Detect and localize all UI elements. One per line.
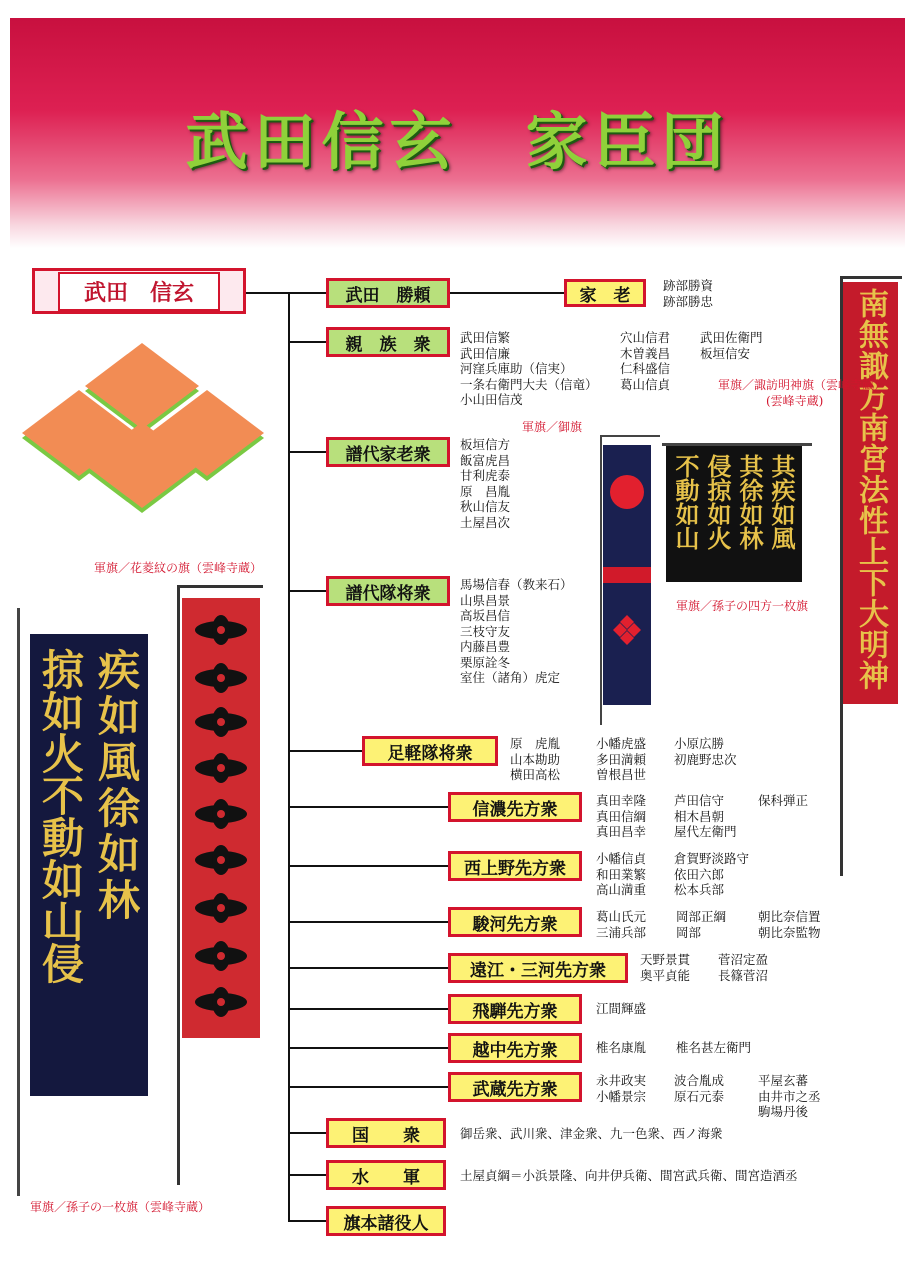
member-name: 三枝守友 [460, 623, 511, 639]
ashigaru-col2 [596, 736, 646, 783]
shinano-col3 [758, 793, 808, 809]
sonshi-flag [30, 634, 148, 1096]
member-name: 永井政実 [596, 1073, 647, 1088]
member-name: 内藤昌豊 [460, 639, 511, 654]
member-name: 葛山信貞 [620, 376, 671, 392]
member-name: 波合胤成 [674, 1073, 725, 1088]
connector [288, 1008, 448, 1010]
totomi-col1 [640, 952, 690, 983]
member-name: 小幡景宗 [596, 1088, 647, 1104]
member-name: 武田佐衛門 [700, 330, 763, 345]
group-totomi-mikawa: 遠江・三河先方衆 [448, 953, 628, 983]
member-name: 奥平貞能 [640, 967, 691, 983]
shiho-col: 其徐如林 [735, 454, 764, 550]
connector [288, 750, 362, 752]
member-name: 木曽義昌 [620, 345, 671, 361]
member-name: 真田信綱 [596, 808, 647, 824]
member-name: 原 昌胤 [460, 483, 511, 499]
flag-pole [177, 585, 263, 588]
red-crest-banner [182, 598, 260, 1038]
connector [288, 1174, 326, 1176]
suruga-col2 [676, 909, 726, 940]
tree-trunk [288, 292, 290, 1222]
page-title: 武田信玄 家臣団 [185, 105, 730, 178]
group-hida: 飛騨先方衆 [448, 994, 582, 1024]
caption-ichimai: 軍旗／孫子の一枚旗（雲峰寺蔵） [30, 1200, 211, 1214]
member-name: 江間輝盛 [596, 1001, 647, 1016]
suruga-col3 [758, 909, 821, 940]
fudai-taisho-names [460, 577, 573, 686]
member-name: 板垣信安 [700, 345, 751, 361]
member-name: 屋代左衛門 [674, 824, 737, 839]
member-name: 一条右衛門大夫（信竜） [460, 376, 598, 392]
member-name: 真田幸隆 [596, 793, 647, 808]
nishikozuke-col2 [674, 851, 749, 898]
member-name: 河窪兵庫助（信実） [460, 361, 573, 376]
shinano-col1 [596, 793, 646, 840]
member-name: 板垣信方 [460, 437, 511, 452]
member-name: 山本勘助 [510, 751, 561, 767]
connector [288, 806, 448, 808]
member-name: 室住（諸角）虎定 [460, 670, 561, 685]
musashi-col3 [758, 1073, 821, 1120]
shinzoku-col2 [620, 330, 670, 392]
member-name: 武田信繁 [460, 330, 511, 345]
red-band [603, 567, 651, 583]
caption-shiho: 軍旗／孫子の四方一枚旗 [676, 599, 809, 613]
group-kunishu: 国 衆 [326, 1118, 446, 1148]
connector [288, 1132, 326, 1134]
member-name: 原 虎胤 [510, 736, 561, 751]
member-name: 平屋玄蕃 [758, 1073, 809, 1088]
member-name: 小山田信茂 [460, 392, 523, 407]
suwa-flag [843, 282, 898, 704]
group-fudai-karo: 譜代家老衆 [326, 437, 450, 467]
flag-pole [600, 435, 602, 725]
group-musashi: 武蔵先方衆 [448, 1072, 582, 1102]
group-hatamoto: 旗本諸役人 [326, 1206, 446, 1236]
member-name: 天野景貫 [640, 952, 691, 967]
musashi-col1 [596, 1073, 646, 1104]
connector [288, 1220, 326, 1222]
member-name: 由井市之丞 [758, 1088, 821, 1104]
group-nishikozuke: 西上野先方衆 [448, 851, 582, 881]
member-name: 跡部勝忠 [663, 293, 714, 309]
member-name: 栗原詮冬 [460, 654, 511, 670]
member-name: 葛山氏元 [596, 909, 647, 924]
member-name: 真田昌幸 [596, 824, 647, 839]
group-katsuyori: 武田 勝頼 [326, 278, 450, 308]
group-suigun: 水 軍 [326, 1160, 446, 1190]
suwa-flag-text: 南無諏方南宮法性上下大明神 [853, 288, 888, 691]
hanabishi-crest [14, 338, 274, 518]
connector [288, 590, 326, 592]
group-shinzoku: 親 族 衆 [326, 327, 450, 357]
ashigaru-col3 [674, 736, 737, 767]
member-name: 曽根昌世 [596, 767, 647, 782]
group-shinano: 信濃先方衆 [448, 792, 582, 822]
member-name: 芦田信守 [674, 793, 725, 808]
hanabishi-emblem [613, 615, 641, 645]
member-name: 初鹿野忠次 [674, 751, 737, 767]
member-name: 跡部勝資 [663, 278, 714, 293]
group-etchu: 越中先方衆 [448, 1033, 582, 1063]
flag-pole [17, 608, 20, 1196]
member-name: 保科弾正 [758, 793, 809, 808]
sonshi-col-left: 掠如火不動如山侵 [36, 648, 85, 984]
member-name: 依田六郎 [674, 866, 725, 882]
shiho-col: 侵掠如火 [703, 454, 732, 550]
root-connector [246, 292, 326, 294]
shiho-flag [666, 446, 802, 582]
member-name: 倉賀野淡路守 [674, 851, 750, 866]
shiho-col: 不動如山 [671, 454, 700, 550]
group-fudai-taisho: 譜代隊将衆 [326, 576, 450, 606]
member-name: 駒場丹後 [758, 1104, 809, 1119]
member-name: 横田高松 [510, 767, 561, 782]
kunishu-text: 御岳衆、武川衆、津金衆、九一色衆、西ノ海衆 [460, 1126, 723, 1141]
etchu-col1 [596, 1040, 646, 1056]
member-name: 相木昌朝 [674, 808, 725, 824]
group-suruga: 駿河先方衆 [448, 907, 582, 937]
etchu-col2 [676, 1040, 751, 1056]
member-name: 菅沼定盈 [718, 952, 769, 967]
member-name: 高坂昌信 [460, 608, 511, 623]
member-name: 原石元泰 [674, 1088, 725, 1104]
caption-suwa-2: (雲峰寺蔵) [766, 394, 824, 408]
member-name: 多田満頼 [596, 751, 647, 767]
member-name: 土屋昌次 [460, 514, 511, 530]
flag-pole [840, 276, 902, 279]
connector [288, 341, 326, 343]
group-ashigaru: 足軽隊将衆 [362, 736, 498, 766]
connector [288, 451, 326, 453]
connector [450, 292, 564, 294]
caption-mihata: 軍旗／御旗 [522, 420, 583, 434]
shinzoku-col1 [460, 330, 598, 408]
shiho-text [670, 454, 796, 550]
connector [288, 1047, 448, 1049]
karo-names [663, 278, 713, 309]
mihata-flag [603, 445, 651, 705]
member-name: 長篠菅沼 [718, 967, 769, 983]
member-name: 高山満重 [596, 882, 647, 897]
connector [288, 1086, 448, 1088]
member-name: 和田業繁 [596, 866, 647, 882]
member-name: 穴山信君 [620, 330, 671, 345]
musashi-col2 [674, 1073, 724, 1104]
sonshi-col-right: 疾如風徐如林 [92, 648, 141, 924]
root-box [32, 268, 246, 314]
ashigaru-col1 [510, 736, 560, 783]
flag-pole [177, 585, 180, 1185]
connector [288, 865, 448, 867]
shiho-col: 其疾如風 [767, 454, 796, 550]
member-name: 仁科盛信 [620, 361, 671, 376]
caption-suwa: 軍旗／諏訪明神旗（雲峰寺蔵） [718, 378, 887, 392]
member-name: 馬場信春（教来石） [460, 577, 573, 592]
member-name: 飯富虎昌 [460, 452, 511, 468]
member-name: 山県昌景 [460, 592, 511, 608]
hida-names [596, 1001, 646, 1017]
nishikozuke-col1 [596, 851, 646, 898]
member-name: 松本兵部 [674, 882, 725, 897]
root-label: 武田 信玄 [58, 272, 220, 311]
flag-pole [600, 435, 660, 437]
suruga-col1 [596, 909, 646, 940]
member-name: 秋山信友 [460, 499, 511, 514]
member-name: 朝比奈信置 [758, 909, 821, 924]
member-name: 椎名康胤 [596, 1040, 647, 1055]
member-name: 小幡虎盛 [596, 736, 647, 751]
member-name: 甘利虎泰 [460, 468, 511, 483]
group-karo: 家 老 [564, 279, 646, 307]
member-name: 椎名甚左衛門 [676, 1040, 752, 1055]
member-name: 小原広勝 [674, 736, 725, 751]
fudai-karo-names [460, 437, 510, 530]
shinzoku-col3 [700, 330, 763, 361]
member-name: 小幡信貞 [596, 851, 647, 866]
caption-hishi: 軍旗／花菱紋の旗（雲峰寺蔵） [94, 561, 263, 575]
crest-row [182, 598, 260, 1038]
member-name: 武田信廉 [460, 345, 511, 361]
totomi-col2 [718, 952, 768, 983]
suigun-text: 土屋貞綱＝小浜景隆、向井伊兵衛、間宮武兵衛、間宮造酒丞 [460, 1168, 798, 1183]
member-name: 朝比奈監物 [758, 924, 821, 940]
connector [288, 967, 448, 969]
member-name: 三浦兵部 [596, 924, 647, 940]
member-name: 岡部 [676, 924, 702, 940]
member-name: 岡部正綱 [676, 909, 727, 924]
connector [288, 921, 448, 923]
shinano-col2 [674, 793, 737, 840]
sun-emblem [610, 475, 644, 509]
